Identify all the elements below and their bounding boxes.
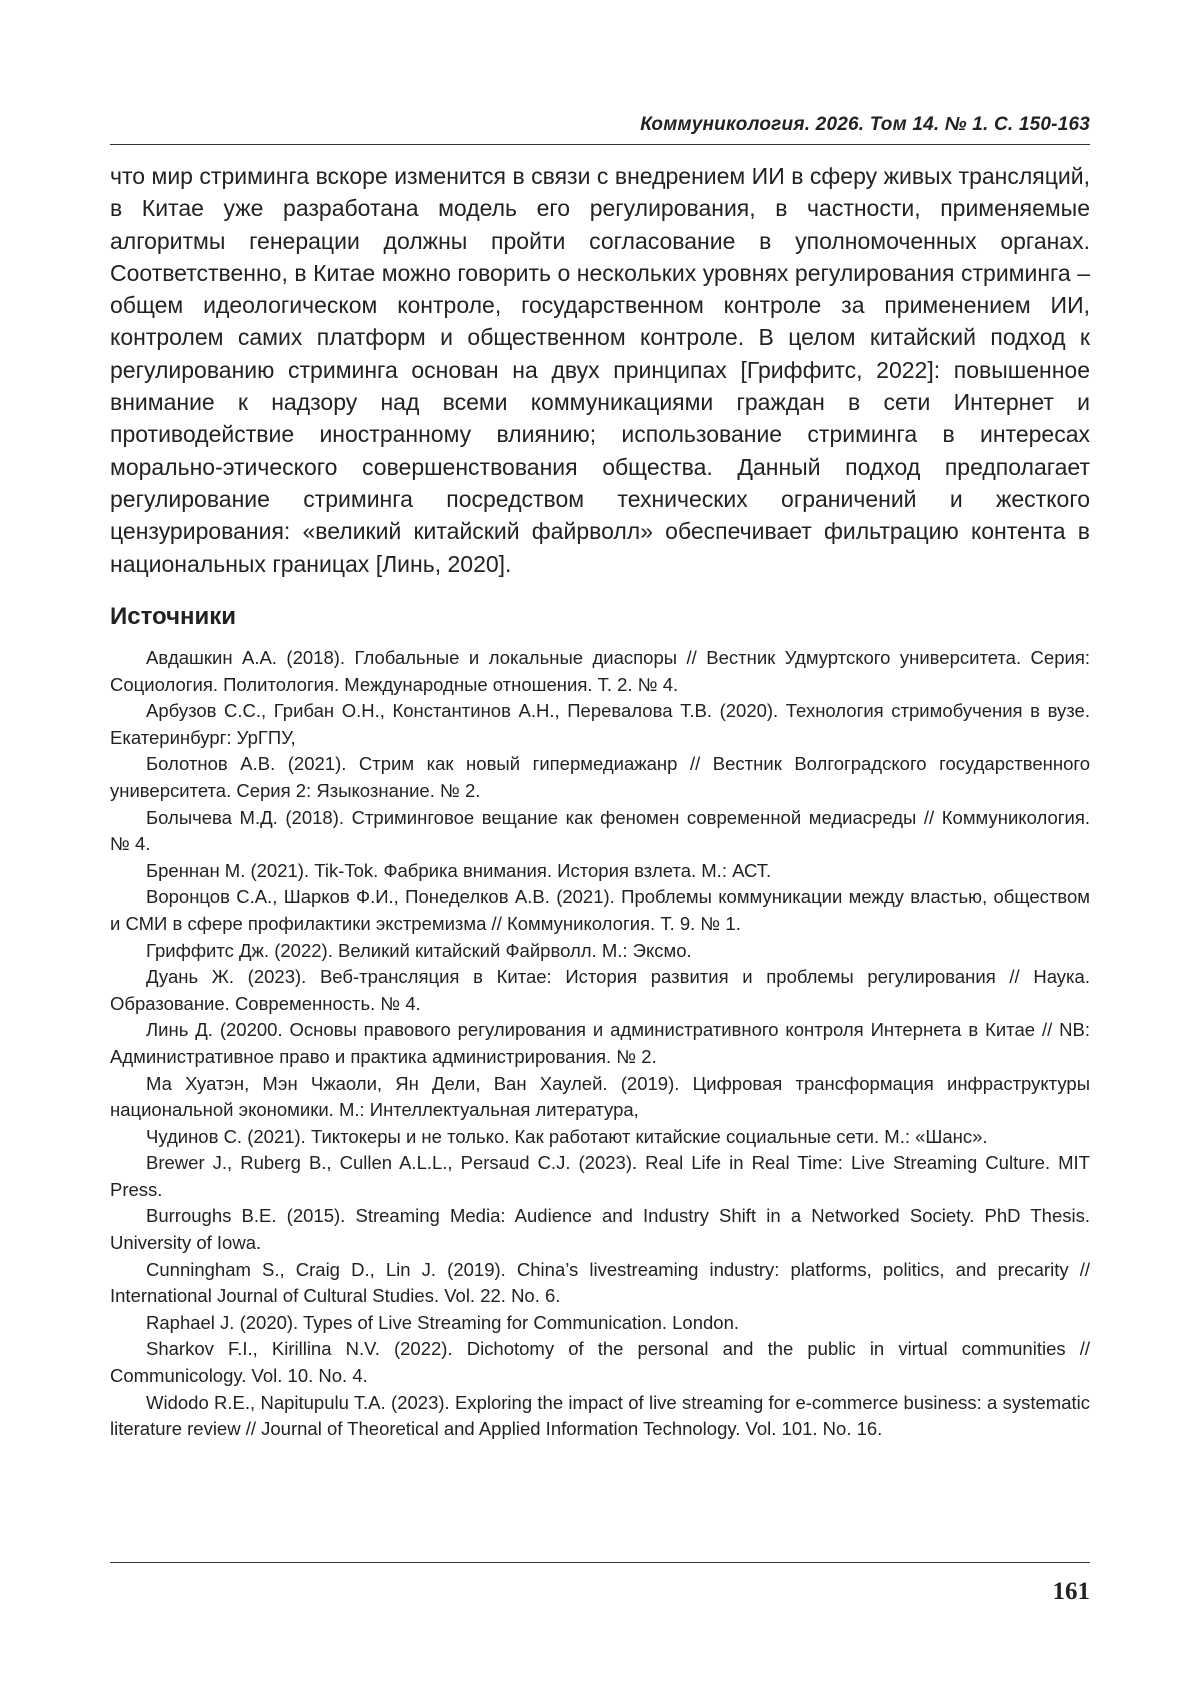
running-head: Коммуникология. 2026. Том 14. № 1. С. 150-163 xyxy=(640,114,1090,135)
reference-item: Арбузов С.С., Грибан О.Н., Константинов А.Н., Перевалова Т.В. (2020). Технология стримобучения в вузе. Екатеринбург: УрГПУ, xyxy=(110,700,1090,748)
reference-item: Болотнов А.В. (2021). Стрим как новый гипермедиажанр // Вестник Волгоградского государственного университета. Серия 2: Языкознание. № 2. xyxy=(110,753,1090,801)
footer-rule xyxy=(110,1562,1090,1563)
reference-list xyxy=(110,645,1090,1443)
reference-item: Raphael J. (2020). Types of Live Streaming for Communication. London. xyxy=(146,1311,740,1333)
reference-item: Burroughs B.E. (2015). Streaming Media: Audience and Industry Shift in a Networked Society. PhD Thesis. University of Iowa. xyxy=(110,1205,1090,1254)
reference-item: Болычева М.Д. (2018). Стриминговое вещание как феномен современной медиасреды // Коммуникология. № 4. xyxy=(110,806,1090,855)
reference-item: Бреннан М. (2021). Tik-Tok. Фабрика внимания. История взлета. М.: АСТ. xyxy=(146,859,772,881)
reference-item: Авдашкин А.А. (2018). Глобальные и локальные диаспоры // Вестник Удмуртского университета. Серия: Социология. Политология. Международные отношения. Т. 2. № 4. xyxy=(110,647,1090,695)
journal-page xyxy=(110,0,1090,1708)
reference-item: Воронцов С.А., Шарков Ф.И., Понеделков А.В. (2021). Проблемы коммуникации между властью, обществом и СМИ в сфере профилактики экстремизма // Коммуникология. Т. 9. № 1. xyxy=(110,886,1090,934)
header-rule xyxy=(110,144,1090,145)
reference-item: Линь Д. (20200. Основы правового регулирования и административного контроля Интернета в Китае // NB: Административное право и практика администрирования. № 2. xyxy=(110,1019,1090,1067)
reference-item: Sharkov F.I., Kirillina N.V. (2022). Dichotomy of the personal and the public in virtual communities // Communicology. Vol. 10. No. 4. xyxy=(110,1338,1090,1387)
reference-item: Чудинов С. (2021). Тиктокеры и не только. Как работают китайские социальные сети. М.: «Шанс». xyxy=(146,1125,988,1147)
page-number: 161 xyxy=(1052,1578,1090,1605)
reference-item: Widodo R.E., Napitupulu T.A. (2023). Exploring the impact of live streaming for e-commerce business: a systematic literature review // Journal of Theoretical and Applied Information Technology. Vol. 101. No. 16. xyxy=(110,1391,1090,1440)
reference-item: Дуань Ж. (2023). Веб-трансляция в Китае: История развития и проблемы регулирования // Наука. Образование. Современность. № 4. xyxy=(110,966,1090,1014)
reference-item: Cunningham S., Craig D., Lin J. (2019). China’s livestreaming industry: platforms, politics, and precarity // International Journal of Cultural Studies. Vol. 22. No. 6. xyxy=(110,1258,1090,1307)
reference-item: Гриффитс Дж. (2022). Великий китайский Файрволл. М.: Эксмо. xyxy=(146,939,692,961)
sources-heading: Источники xyxy=(110,603,237,630)
body-paragraph: что мир стриминга вскоре изменится в связи с внедрением ИИ в сферу живых трансляций, в Китае уже разработана модель его регулирования, в частности, применяемые алгоритмы генерации должны пройти согласование в уполномоченных органах. Соответственно, в Китае можно говорить о нескольких уровнях регулирования стриминга – общем идеологическом контроле, государственном контроле за применением ИИ, контролем самих платформ и общественном контроле. В целом китайский подход к регулированию стриминга основан на двух принципах [Гриффитс, 2022]: повышенное внимание к надзору над всеми коммуникациями граждан в сети Интернет и противодействие иностранному влиянию; использование стриминга в интересах морально-этического совершенствования общества. Данный подход предполагает регулирование стриминга посредством технических ограничений и жесткого цензурирования: «великий китайский файрволл» обеспечивает фильтрацию контента в национальных границах [Линь, 2020]. xyxy=(110,163,1090,577)
reference-item: Ма Хуатэн, Мэн Чжаоли, Ян Дели, Ван Хаулей. (2019). Цифровая трансформация инфраструктуры национальной экономики. М.: Интеллектуальная литература, xyxy=(110,1072,1090,1121)
reference-item: Brewer J., Ruberg B., Cullen A.L.L., Persaud C.J. (2023). Real Life in Real Time: Live Streaming Culture. MIT Press. xyxy=(110,1152,1090,1200)
